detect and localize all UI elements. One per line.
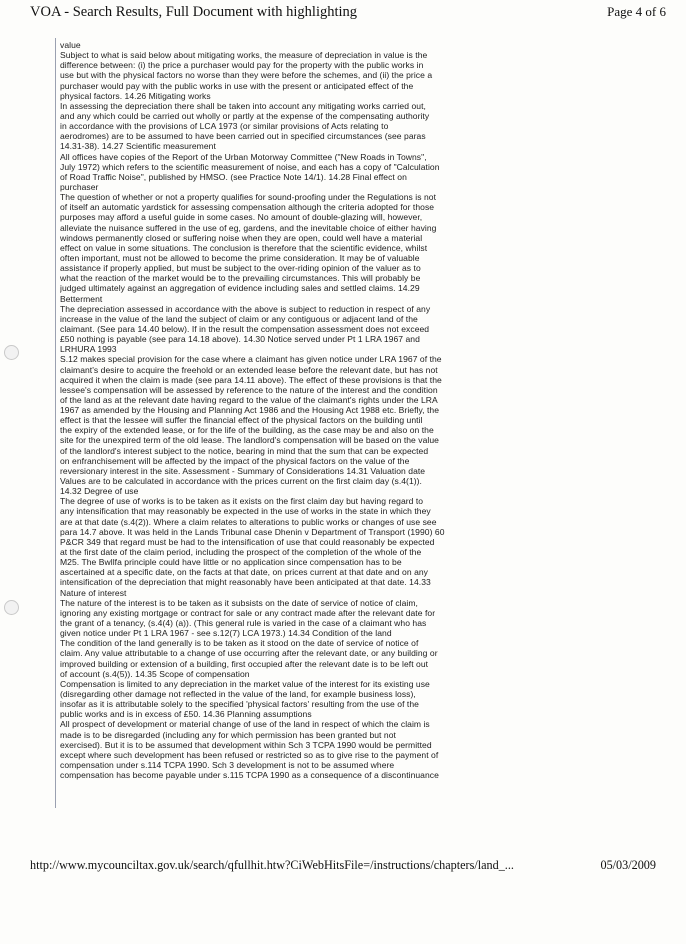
body-line: what the reaction of the market would be to the prevailing circumstances. This will probably be: [60, 273, 421, 284]
body-line: The question of whether or not a property qualifies for sound-proofing under the Regulations is not: [60, 192, 437, 203]
body-line: effect on value in some situations. The conclusion is therefore that the scientific evidence, whilst: [60, 242, 428, 253]
body-line: 14.32 Degree of use: [60, 486, 139, 497]
margin-rule: [55, 38, 56, 808]
body-line: Nature of interest: [60, 587, 127, 598]
body-line: S.12 makes special provision for the case where a claimant has given notice under LRA 1967 of the: [60, 354, 442, 365]
body-line: Values are to be calculated in accordance with the prices current on the first claim day (s.4(1)).: [60, 476, 422, 487]
body-line: in accordance with the provisions of LCA 1973 (or similar provisions of Acts relating to: [60, 121, 389, 132]
body-line: LRHURA 1993: [60, 344, 117, 355]
body-line: are at that date (s.4(2)). Where a claim relates to alterations to public works or changes of use see: [60, 516, 437, 527]
body-line: ignoring any existing mortgage or contract for sale or any contract made after the relevant date for: [60, 607, 436, 618]
body-line: The nature of the interest is to be taken as it subsists on the date of service of notice of claim,: [60, 597, 418, 608]
page-header-title: VOA - Search Results, Full Document with highlighting: [30, 4, 358, 20]
body-line: claimant's desire to acquire the freehold or an extended lease before the relevant date, but has not: [60, 364, 438, 375]
body-line: Compensation is limited to any depreciation in the market value of the interest for its existing use: [60, 678, 430, 689]
body-line: Betterment: [60, 293, 103, 304]
body-line: public works and is in excess of £50. 14.36 Planning assumptions: [60, 709, 312, 720]
body-line: the expiry of the extended lease, or for the life of the building, as the case may be and also on the: [60, 425, 434, 436]
body-line: physical factors. 14.26 Mitigating works: [60, 90, 211, 101]
body-line: except where such development has been refused or restricted so as to give rise to the payment of: [60, 749, 439, 760]
body-line: The condition of the land generally is to be taken as it stood on the date of service of notice of: [60, 638, 419, 649]
body-line: assistance if properly applied, but must be subject to the over-riding opinion of the valuer as to: [60, 263, 421, 274]
body-line: judged ultimately against an aggregation of evidence including sales and settled claims. 14.29: [60, 283, 420, 294]
body-line: windows permanently closed or suffering noise when they are open, could well have a material: [60, 232, 423, 243]
body-line: 1967 as amended by the Housing and Planning Act 1986 and the Housing Act 1988 etc. Briefly, the: [60, 405, 440, 416]
body-line: of Road Traffic Noise", published by HMSO. (see Practice Note 14/1). 14.28 Final effect on: [60, 171, 407, 182]
body-line: P&CR 349 that regard must be had to the intensification of use that could reasonably be expected: [60, 536, 435, 547]
body-line: reversionary interest in the site. Assessment - Summary of Considerations 14.31 Valuation date: [60, 465, 426, 476]
footer-url: http://www.mycounciltax.gov.uk/search/qfullhit.htw?CiWebHitsFile=/instructions/chapters/land_...: [30, 858, 514, 872]
body-line: claimant. (See para 14.40 below). If in the result the compensation assessment does not exceed: [60, 323, 430, 334]
body-line: July 1972) which refers to the scientific measurement of noise, and each has a copy of "Calculation: [60, 161, 440, 172]
body-line: exercised). But it is to be assumed that development within Sch 3 TCPA 1990 would be permitted: [60, 739, 432, 750]
body-line: (disregarding other damage not reflected in the value of the land, for example business loss),: [60, 689, 416, 699]
body-line: The depreciation assessed in accordance with the above is subject to reduction in respect of any: [60, 303, 431, 314]
body-line: purchaser would pay with the public works in use with the present or anticipated effect of the: [60, 80, 414, 91]
punch-hole-decoration: [4, 600, 19, 615]
body-line: ascertained at a specific date, on the facts at that date, on prices current at that date and on any: [60, 567, 428, 578]
body-line: purposes may afford a useful guide in some cases. No amount of double-glazing will, however,: [60, 212, 423, 223]
body-line: given notice under Pt 1 LRA 1967 - see s.12(7) LCA 1973.) 14.34 Condition of the land: [60, 628, 392, 639]
body-line: site for the unexpired term of the old lease. The landlord's compensation will be based on the value: [60, 435, 439, 446]
body-line: purchaser: [60, 181, 99, 192]
footer-date: 05/03/2009: [600, 858, 656, 872]
body-line: compensation has become payable under s.115 TCPA 1990 as a consequence of a discontinuance: [60, 770, 439, 781]
body-line: value: [60, 40, 81, 50]
body-line: insofar as it is attributable solely to the specified 'physical factors' resulting from the use of the: [60, 699, 419, 710]
body-line: of itself an automatic yardstick for assessing compensation although the criteria adopted for those: [60, 202, 435, 213]
body-line: All offices have copies of the Report of the Urban Motorway Committee ("New Roads in Towns",: [60, 151, 427, 162]
body-line: All prospect of development or material change of use of the land in respect of which the claim is: [60, 719, 430, 730]
body-line: of account (s.4(5)). 14.35 Scope of compensation: [60, 668, 250, 679]
body-line: Subject to what is said below about mitigating works, the measure of depreciation in value is the: [60, 50, 428, 61]
body-line: difference between: (i) the price a purchaser would pay for the property with the public works in: [60, 60, 424, 71]
body-line: the grant of a tenancy, (s.4(4) (a)). (This general rule is varied in the case of a claimant who has: [60, 618, 427, 629]
body-line: any intensification that may reasonably be expected in the use of works in the state in which they: [60, 506, 431, 517]
body-line: increase in the value of the land the subject of claim or any contiguous or adjacent land of the: [60, 313, 418, 324]
body-line: intensification of the depreciation that might reasonably have been anticipated at that date. 14.33: [60, 577, 431, 588]
body-line: lessee's compensation will be assessed by reference to the nature of the interest and the condition: [60, 384, 438, 395]
punch-hole-decoration: [4, 345, 19, 360]
document-body: [60, 40, 550, 780]
body-line: claim. Any value attributable to a change of use occurring after the relevant date, or any building or: [60, 648, 438, 659]
body-line: improved building or extension of a building, first occupied after the relevant date is to be left out: [60, 658, 429, 669]
body-line: £50 nothing is payable (see para 14.18 above). 14.30 Notice served under Pt 1 LRA 1967 and: [60, 334, 420, 345]
body-line: made is to be disregarded (including any for which permission has been granted but not: [60, 729, 396, 740]
body-line: M25. The Bwllfa principle could have little or no application since compensation has to be: [60, 557, 402, 568]
body-line: and any which could be carried out wholly or partly at the expense of the compensating authority: [60, 110, 430, 121]
body-line: often important, must not be allowed to become the prime consideration. It may be of valuable: [60, 252, 420, 263]
body-line: acquired it when the claim is made (see para 14.11 above). The effect of these provisions is that the: [60, 374, 442, 385]
body-line: 14.31-38). 14.27 Scientific measurement: [60, 141, 216, 152]
body-line: effect is that the lessee will suffer the financial effect of the physical factors on the building until: [60, 415, 423, 426]
body-line: aerodromes) are to be assumed to have been carried out in specified circumstances (see paras: [60, 131, 426, 142]
body-line: para 14.7 above. It was held in the Lands Tribunal case Dhenin v Department of Transport (1990) 60: [60, 526, 445, 537]
body-line: use but with the physical factors no worse than they were before the schemes, and (ii) the price a: [60, 70, 433, 81]
page-number: Page 4 of 6: [607, 4, 666, 19]
body-line: of the land as at the relevant date having regard to the value of the claimant's rights under the LRA: [60, 394, 438, 405]
body-line: on enfranchisement will be affected by the impact of the physical factors on the value of the: [60, 455, 410, 466]
body-line: In assessing the depreciation there shall be taken into account any mitigating works carried out,: [60, 100, 426, 111]
body-line: alleviate the nuisance suffered in the use of eg, gardens, and the inevitable choice of either having: [60, 222, 437, 233]
body-line: at the first date of the claim period, including the prospect of the completion of the whole of the: [60, 547, 422, 558]
body-line: of the landlord's interest subject to the notice, bearing in mind that the sum that can be expected: [60, 445, 429, 456]
body-line: The degree of use of works is to be taken as it exists on the first claim day but having regard to: [60, 496, 424, 507]
body-line: compensation under s.114 TCPA 1990. Sch 3 development is not to be assumed where: [60, 759, 395, 770]
